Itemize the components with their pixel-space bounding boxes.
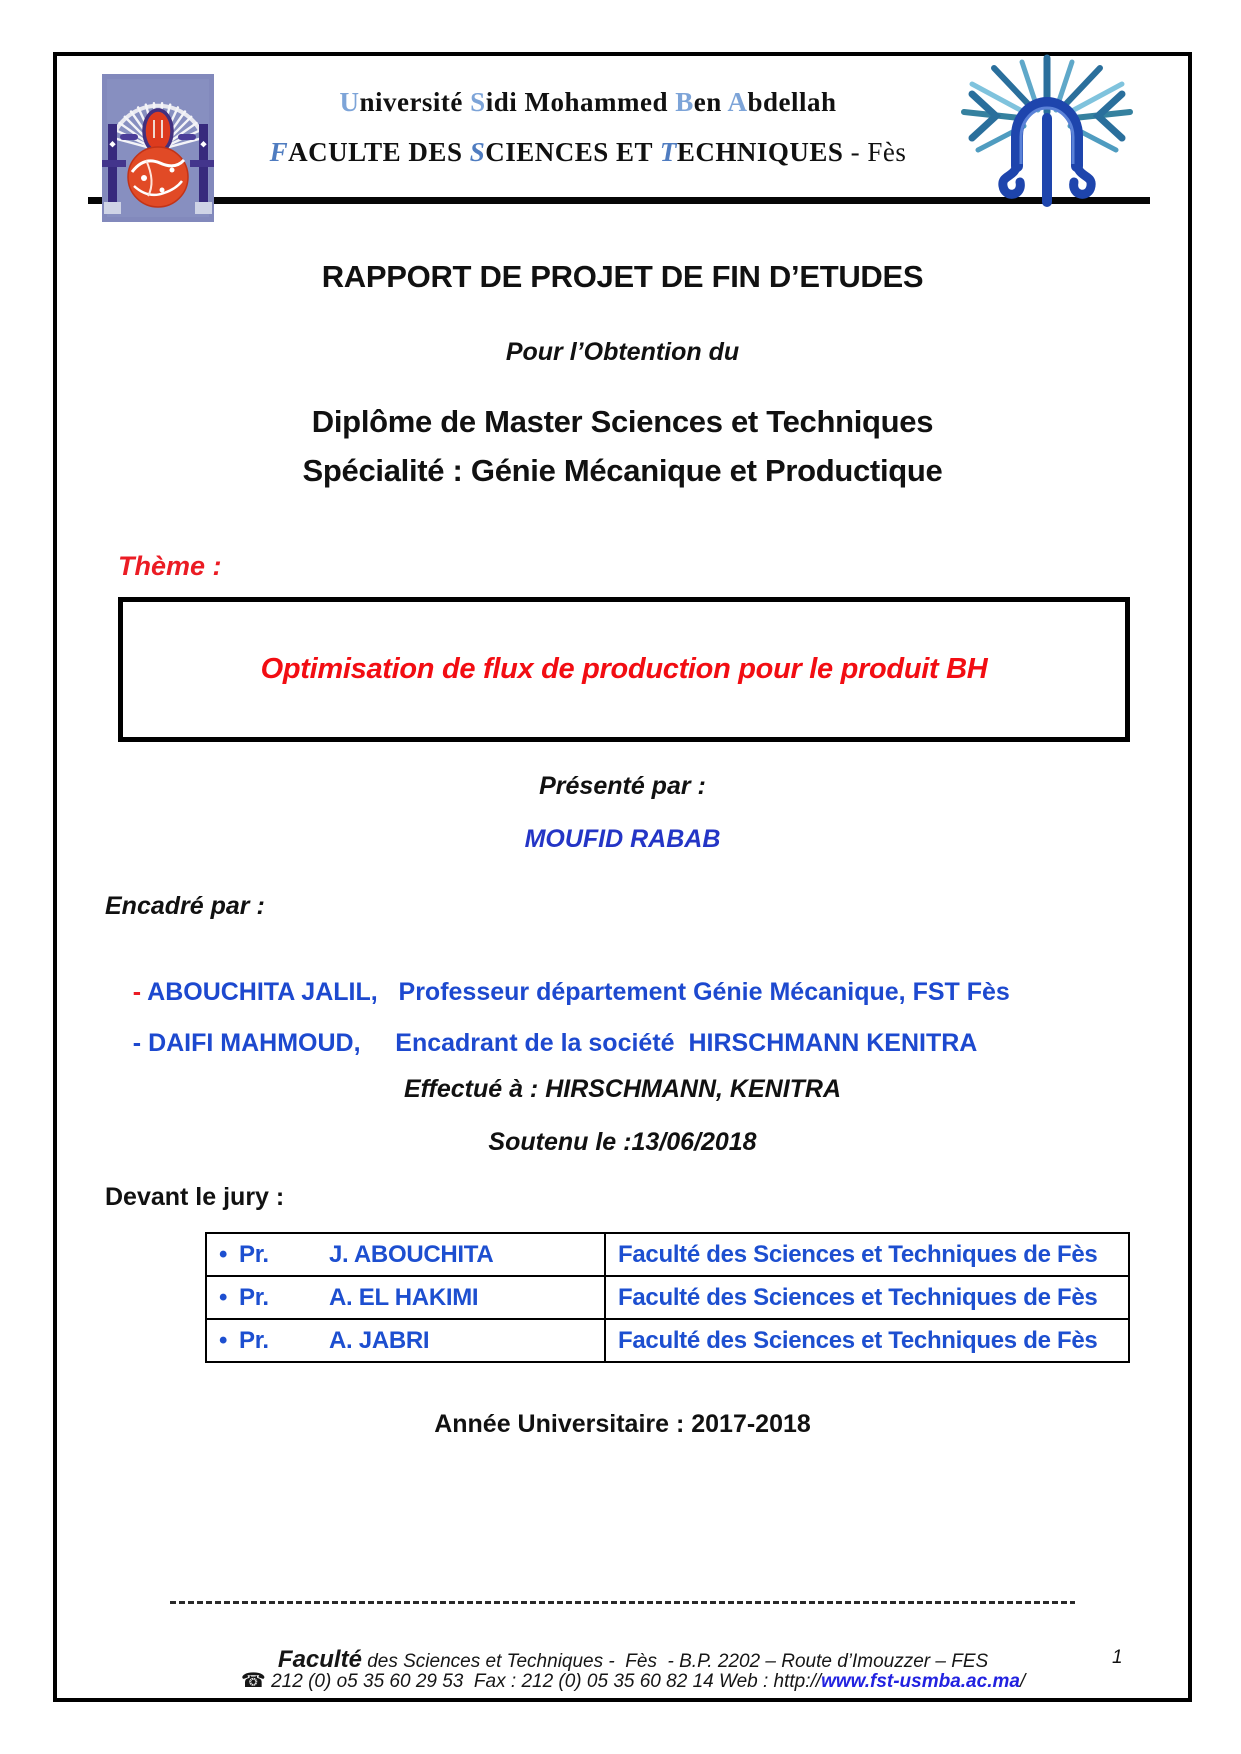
theme-box <box>118 597 1130 742</box>
specialty-title: Spécialité : Génie Mécanique et Productique <box>302 453 943 488</box>
jury-affiliation: Faculté des Sciences et Techniques de Fès <box>618 1326 1098 1354</box>
faculty-initial: S <box>469 137 486 167</box>
footer-address-line: Faculté des Sciences et Techniques - Fès - B.P. 2202 – Route d’Imouzzer – FES <box>277 1646 989 1673</box>
supervisor-text: DAIFI MAHMOUD, Encadrant de la société HIRSCHMANN KENITRA <box>141 1029 978 1057</box>
supervisor-dash: - <box>132 1029 142 1057</box>
supervisor-text: ABOUCHITA JALIL, Professeur département Génie Mécanique, FST Fès <box>141 978 1010 1006</box>
university-initial: A <box>727 87 748 117</box>
theme-label: Thème : <box>118 551 222 581</box>
jury-affiliation-cell <box>605 1319 1129 1362</box>
jury-affiliation: Faculté des Sciences et Techniques de Fès <box>618 1240 1098 1268</box>
page-border-frame <box>53 52 1192 1702</box>
jury-member-cell <box>206 1319 605 1362</box>
header-text-block <box>216 86 960 168</box>
university-initial: U <box>339 87 360 117</box>
bullet-icon: • <box>218 1283 228 1311</box>
usmba-emblem-logo <box>100 74 216 222</box>
defense-date: Soutenu le :13/06/2018 <box>488 1128 757 1156</box>
jury-member-name: A. JABRI <box>329 1326 430 1354</box>
university-initial: S <box>470 87 486 117</box>
jury-member-cell <box>206 1276 605 1319</box>
presented-by-label: Présenté par : <box>539 772 706 800</box>
theme-text: Optimisation de flux de production pour le produit BH <box>260 653 988 685</box>
supervisor-dash: - <box>132 978 142 1006</box>
bullet-icon: • <box>218 1326 228 1354</box>
footer-faculty-lead: Faculté <box>277 1646 362 1673</box>
defense-location: Effectué à : HIRSCHMANN, KENITRA <box>403 1075 842 1103</box>
phone-icon: ☎ <box>240 1670 266 1692</box>
table-row <box>206 1233 1129 1276</box>
table-row <box>206 1276 1129 1319</box>
fst-monogram-logo <box>958 54 1138 214</box>
supervised-by-label: Encadré par : <box>105 892 265 920</box>
academic-year: Année Universitaire : 2017-2018 <box>434 1410 811 1438</box>
faculty-name: FACULTE DES SCIENCES ET TECHNIQUES - Fès <box>269 137 907 167</box>
author-name: MOUFID RABAB <box>524 825 721 853</box>
report-title: RAPPORT DE PROJET DE FIN D’ETUDES <box>321 259 924 294</box>
jury-affiliation: Faculté des Sciences et Techniques de Fès <box>618 1283 1098 1311</box>
university-initial: B <box>675 87 694 117</box>
website-link[interactable]: www.fst-usmba.ac.ma <box>821 1671 1020 1692</box>
jury-member-title: Pr. <box>239 1240 269 1268</box>
page-number: 1 <box>1112 1647 1123 1668</box>
jury-affiliation-cell <box>605 1276 1129 1319</box>
jury-member-title: Pr. <box>239 1283 269 1311</box>
faculty-city: - Fès <box>843 137 907 167</box>
jury-member-cell <box>206 1233 605 1276</box>
report-subtitle: Pour l’Obtention du <box>505 338 740 366</box>
bullet-icon: • <box>218 1240 228 1268</box>
university-name: Université Sidi Mohammed Ben Abdellah <box>339 87 837 117</box>
jury-member-name: A. EL HAKIMI <box>329 1283 479 1311</box>
table-row <box>206 1319 1129 1362</box>
jury-member-title: Pr. <box>239 1326 269 1354</box>
jury-member-name: J. ABOUCHITA <box>329 1240 494 1268</box>
faculty-initial: T <box>659 137 677 167</box>
footer-contact-line: ☎ 212 (0) o5 35 60 29 53 Fax : 212 (0) 05 35 60 82 14 Web : http://www.fst-usmba.ac.ma/ <box>240 1670 1026 1692</box>
jury-label: Devant le jury : <box>105 1183 285 1211</box>
diploma-title: Diplôme de Master Sciences et Techniques <box>311 404 934 439</box>
faculty-initial: F <box>269 137 289 167</box>
jury-affiliation-cell <box>605 1233 1129 1276</box>
jury-table <box>205 1232 1130 1363</box>
footer-dashed-divider <box>170 1601 1075 1604</box>
